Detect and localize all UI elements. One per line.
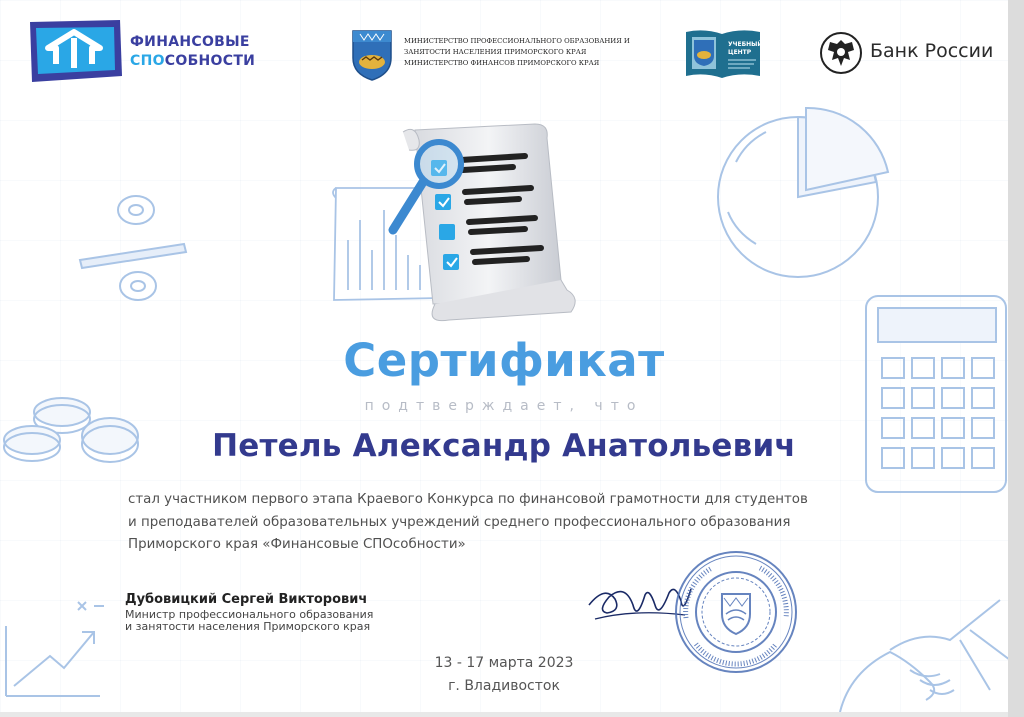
ministry-line3: МИНИСТЕРСТВО ФИНАНСОВ ПРИМОРСКОГО КРАЯ (404, 59, 600, 67)
ministry-line2: ЗАНЯТОСТИ НАСЕЛЕНИЯ ПРИМОРСКОГО КРАЯ (404, 48, 587, 56)
signatory-role-line2: и занятости населения Приморского края (125, 620, 371, 633)
svg-text:УЧЕБНЫЙ: УЧЕБНЫЙ (728, 41, 762, 48)
pie-chart-sketch (706, 102, 906, 292)
finance-logo-icon (26, 18, 124, 84)
finance-logo-text (130, 33, 255, 71)
ministry-line1: МИНИСТЕРСТВО ПРОФЕССИОНАЛЬНОГО ОБРАЗОВАНИЯ И (404, 37, 630, 45)
event-city: г. Владивосток (448, 678, 560, 694)
checklist-scroll-icon (385, 120, 585, 325)
description-line: стал участником первого этапа Краевого Конкурса по финансовой грамотности для студентов (128, 492, 808, 507)
svg-text:ЦЕНТР: ЦЕНТР (728, 49, 752, 56)
percent-sketch (76, 188, 192, 318)
page-bottom-edge (0, 712, 1008, 717)
description-line: и преподавателей образовательных учреждений среднего профессионального образования (128, 514, 791, 530)
bank-of-russia-eagle-icon (820, 32, 862, 74)
signatory-name: Дубовицкий Сергей Викторович (125, 592, 368, 607)
certificate-title: Сертификат (343, 334, 665, 387)
recipient-name: Петель Александр Анатольевич (212, 428, 796, 464)
description-line: Приморского края «Финансовые СПОсобности» (128, 537, 466, 552)
finance-logo-line1: ФИНАНСОВЫЕ (130, 34, 250, 50)
event-dates: 13 - 17 марта 2023 (434, 655, 574, 671)
finance-logo-line2-a: СПО (130, 53, 165, 69)
certificate-description (128, 489, 908, 557)
confirms-text: подтверждает, что (364, 398, 644, 414)
bank-name: Банк России (870, 40, 994, 62)
ministry-text (404, 36, 630, 69)
signatory-role-line1: Министр профессионального образования (125, 608, 374, 621)
coat-of-arms-icon (350, 28, 394, 82)
finance-logo-line2-b: СОБНОСТИ (164, 53, 256, 69)
signatory-role (125, 609, 373, 633)
training-center-book-icon (684, 28, 762, 80)
page-right-edge (1008, 0, 1024, 717)
calculator-sketch (860, 288, 1010, 498)
